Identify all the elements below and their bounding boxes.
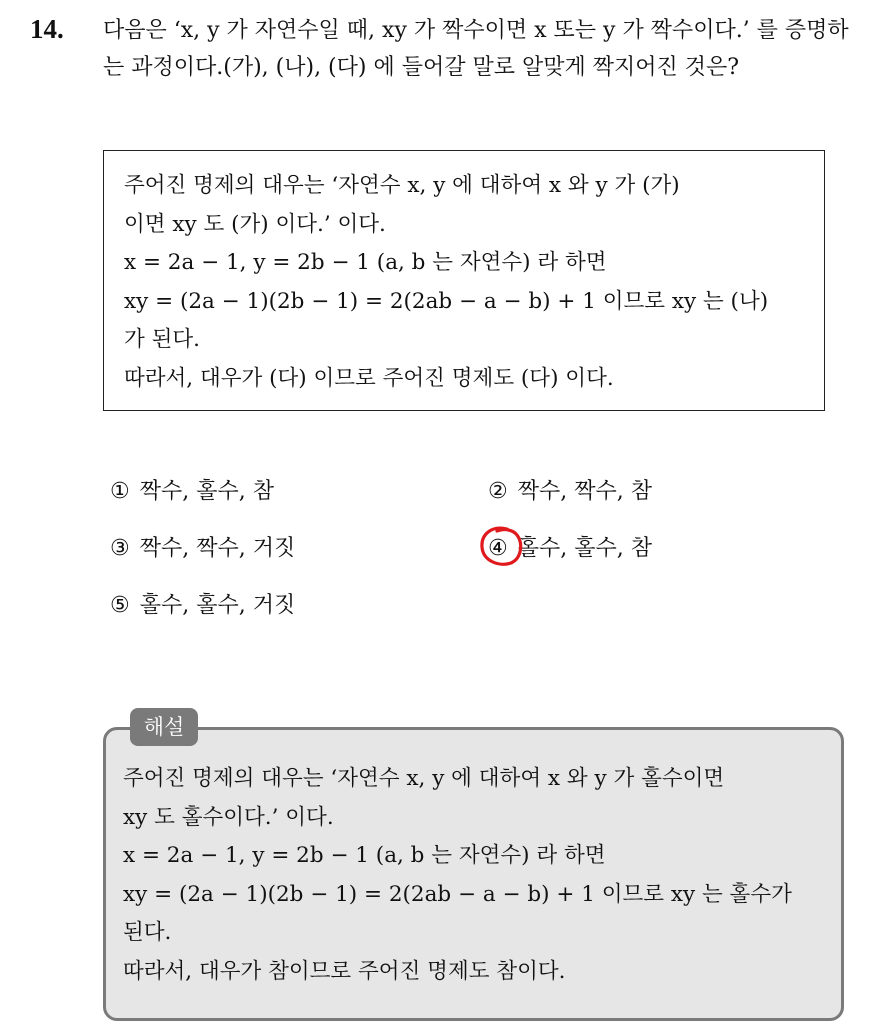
- proof-line: xy = (2a − 1)(2b − 1) = 2(2ab − a − b) + 1 이므로 xy 는 (나): [124, 288, 769, 314]
- choice-4[interactable]: [488, 529, 652, 569]
- proof-box: [103, 150, 825, 411]
- choice-1[interactable]: [110, 472, 274, 512]
- choice-text: 짝수, 짝수, 거짓: [139, 536, 296, 561]
- solution-line: xy 도 홀수이다.’ 이다.: [123, 804, 334, 830]
- choice-text: 짝수, 짝수, 참: [517, 479, 652, 504]
- question-number: 14.: [30, 14, 64, 44]
- proof-line: 주어진 명제의 대우는 ‘자연수 x, y 에 대하여 x 와 y 가 (가): [124, 173, 680, 198]
- proof-line: 가 된다.: [124, 327, 200, 352]
- choice-2[interactable]: [488, 472, 652, 512]
- choice-text: 홀수, 홀수, 거짓: [139, 593, 296, 618]
- choice-marker: ④: [488, 536, 508, 561]
- question-text: 다음은 ‘x, y 가 자연수일 때, xy 가 짝수이면 x 또는 y 가 짝수이다.’ 를 증명하는 과정이다.(가), (나), (다) 에 들어갈 말로 알맞게 짝지어진 것은?: [103, 18, 849, 80]
- choice-marker: ③: [110, 536, 130, 561]
- choice-text: 짝수, 홀수, 참: [139, 479, 274, 504]
- solution-box: [103, 727, 844, 1021]
- choice-marker: ①: [110, 479, 130, 504]
- solution-line: 된다.: [123, 920, 172, 945]
- solution-line: 따라서, 대우가 참이므로 주어진 명제도 참이다.: [123, 958, 566, 984]
- proof-line: 따라서, 대우가 (다) 이므로 주어진 명제도 (다) 이다.: [124, 365, 614, 391]
- choice-marker: ⑤: [110, 593, 130, 618]
- solution-line: xy = (2a − 1)(2b − 1) = 2(2ab − a − b) + 1 이므로 xy 는 홀수가: [123, 881, 792, 907]
- solution-badge: 해설: [130, 708, 198, 746]
- choice-3[interactable]: [110, 529, 295, 569]
- solution-line: x = 2a − 1, y = 2b − 1 (a, b 는 자연수) 라 하면: [123, 843, 606, 868]
- choice-marker: ②: [488, 479, 508, 504]
- proof-line: 이면 xy 도 (가) 이다.’ 이다.: [124, 211, 386, 237]
- solution-line: 주어진 명제의 대우는 ‘자연수 x, y 에 대하여 x 와 y 가 홀수이면: [123, 766, 725, 791]
- proof-line: x = 2a − 1, y = 2b − 1 (a, b 는 자연수) 라 하면: [124, 250, 607, 275]
- choice-5[interactable]: [110, 586, 295, 626]
- choice-text: 홀수, 홀수, 참: [517, 536, 652, 561]
